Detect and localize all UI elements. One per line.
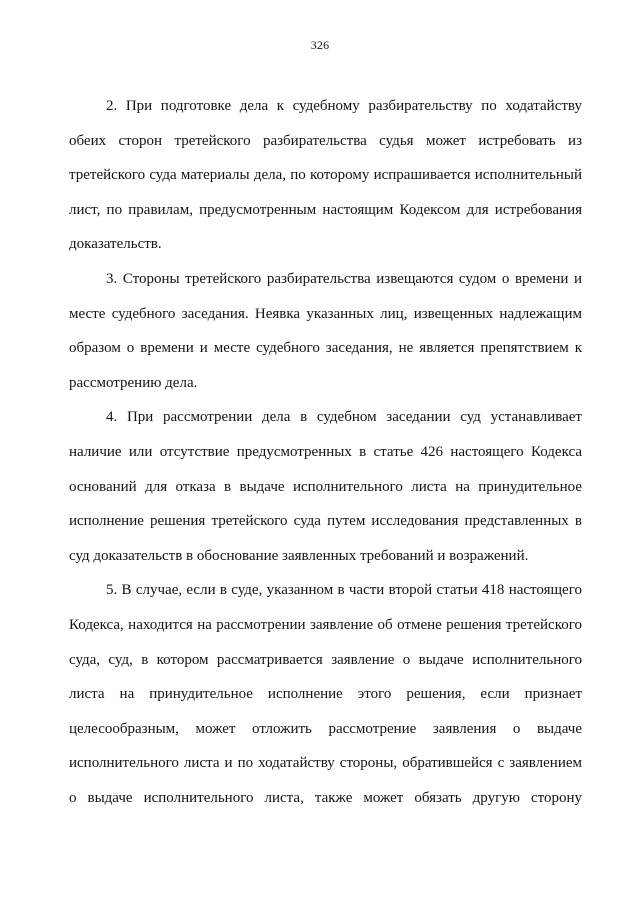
paragraph-2: 2. При подготовке дела к судебному разбирательству по ходатайству обеих сторон третейского разбирательства судья может истребовать из третейского суда материалы дела, по которому испрашивается исполнительный лист, по правилам, предусмотренным настоящим Кодексом для истребования доказательств. [69,98,582,253]
document-body [69,89,582,815]
paragraph-4: 4. При рассмотрении дела в судебном заседании суд устанавливает наличие или отсутствие предусмотренных в статье 426 настоящего Кодекса оснований для отказа в выдаче исполнительного листа на принудительное исполнение решения третейского суда путем исследования представленных в суд доказательств в обоснование заявленных требований и возражений. [69,409,582,564]
page-number: 326 [310,38,330,52]
paragraph-3: 3. Стороны третейского разбирательства извещаются судом о времени и месте судебного заседания. Неявка указанных лиц, извещенных надлежащим образом о времени и месте судебного заседания, не является препятствием к рассмотрению дела. [69,270,582,391]
paragraph-5: 5. В случае, если в суде, указанном в части второй статьи 418 настоящего Кодекса, находится на рассмотрении заявление об отмене решения третейского суда, суд, в котором рассматривается заявление о выдаче исполнительного листа на принудительное исполнение этого решения, если признает целесообразным, может отложить рассмотрение заявления о выдаче исполнительного листа и по ходатайству стороны, обратившейся с заявлением о выдаче исполнительного листа, также может обязать другую сторону [69,582,582,806]
